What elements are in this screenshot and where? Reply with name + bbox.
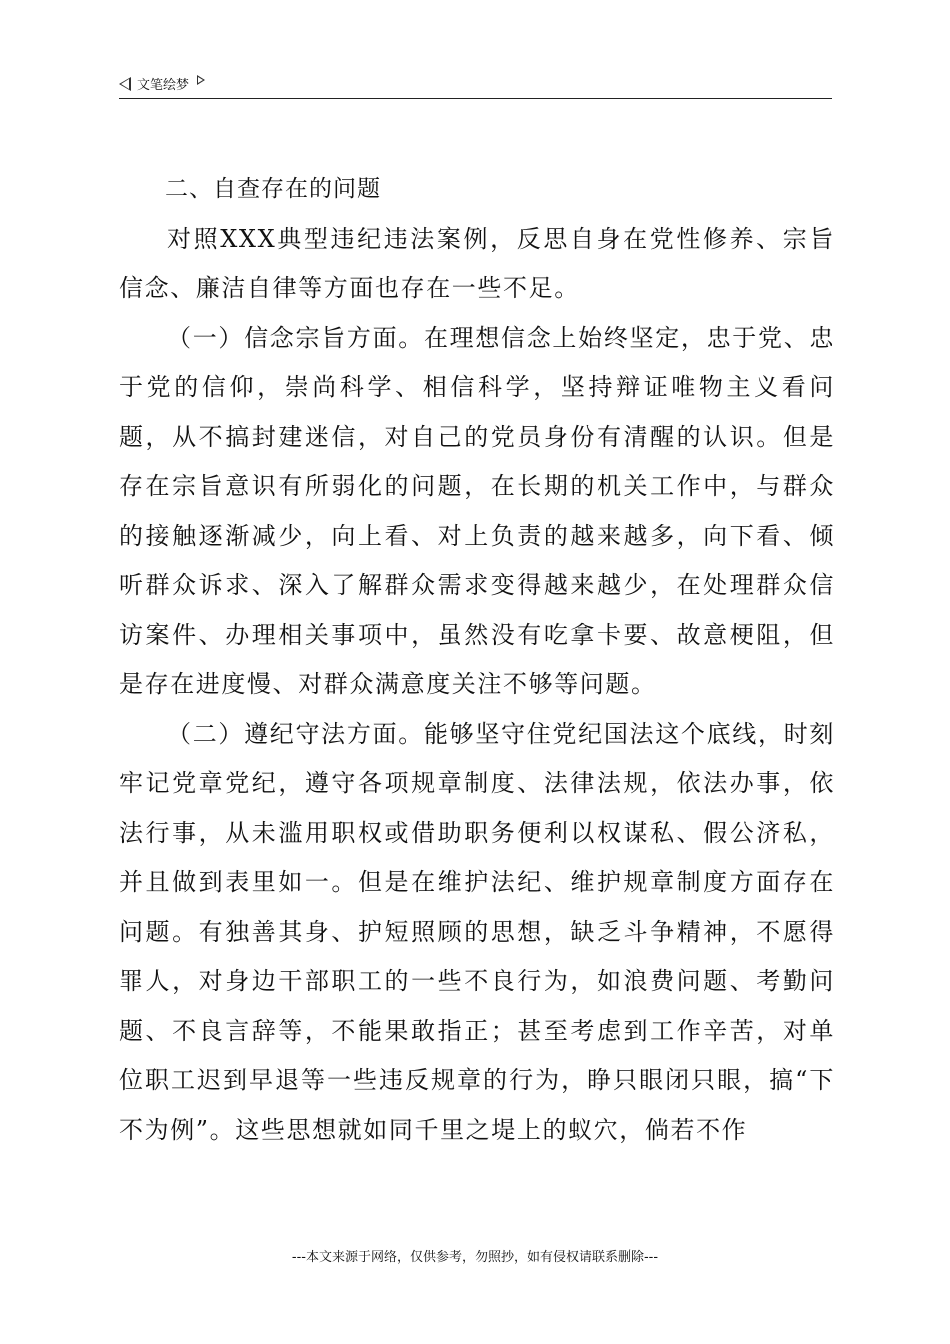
header-brand-group (119, 74, 205, 93)
document-body (119, 165, 835, 1155)
paragraph-intro: 对照XXX典型违纪违法案例，反思自身在党性修养、宗旨信念、廉洁自律等方面也存在一些不足。 (119, 224, 835, 302)
header-brand: 文笔绘梦 (137, 78, 190, 93)
footer-notice: ---本文来源于网络，仅供参考，勿照抄，如有侵权请联系删除--- (291, 1250, 659, 1265)
section-title: 二、自查存在的问题 (165, 176, 381, 202)
triangle-left-icon (119, 77, 131, 91)
paragraph-discipline: （二）遵纪守法方面。能够坚守住党纪国法这个底线，时刻牢记党章党纪，遵守各项规章制度、法律法规，依法办事，依法行事，从未滥用职权或借助职务便利以权谋私、假公济私，并且做到表里如一。但是在维护法纪、维护规章制度方面存在问题。有独善其身、护短照顾的思想，缺乏斗争精神，不愿得罪人，对身边干部职工的一些不良行为，如浪费问题、考勤问题、不良言辞等，不能果敢指正；甚至考虑到工作辛苦，对单位职工迟到早退等一些违反规章的行为，睁只眼闭只眼，搞“下不为例”。这些思想就如同千里之堤上的蚁穴，倘若不作 (119, 719, 835, 1144)
page-header (119, 70, 832, 99)
paragraph-belief: （一）信念宗旨方面。在理想信念上始终坚定，忠于党、忠于党的信仰，崇尚科学、相信科学，坚持辩证唯物主义看问题，从不搞封建迷信，对自己的党员身份有清醒的认识。但是存在宗旨意识有所弱化的问题，在长期的机关工作中，与群众的接触逐渐减少，向上看、对上负责的越来越多，向下看、倾听群众诉求、深入了解群众需求变得越来越少，在处理群众信访案件、办理相关事项中，虽然没有吃拿卡要、故意梗阻，但是存在进度慢、对群众满意度关注不够等问题。 (119, 323, 835, 698)
triangle-right-icon (197, 75, 205, 85)
